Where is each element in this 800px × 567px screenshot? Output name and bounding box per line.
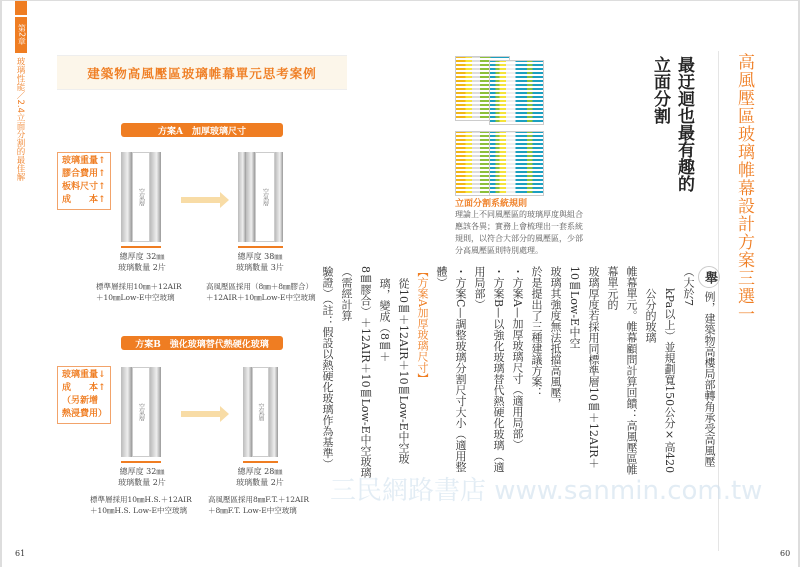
glass-section-b-after xyxy=(243,367,278,457)
pane-count: 玻璃數量 2片 xyxy=(118,478,166,487)
effect-item: 玻璃重量↓ xyxy=(62,370,106,380)
page-number: 61 xyxy=(15,549,26,558)
arrow-right-icon xyxy=(181,197,221,203)
wind-pressure-chart xyxy=(489,131,544,196)
body-column: 8㎜膠合）＋12AIR＋10㎜Low-E中空玻璃（需經計算 xyxy=(340,266,372,478)
thickness: 總厚度 32㎜ xyxy=(119,252,165,261)
effect-item: （另新增 xyxy=(62,396,99,406)
air-layer-label: 空氣層 xyxy=(252,367,269,457)
effect-item: 玻璃重量↑ xyxy=(62,156,106,166)
figure-caption-title: 立面分割系統規則 xyxy=(455,199,528,209)
headline-line: 最迂迴也最有趣的 xyxy=(674,56,694,192)
diagram-title: 建築物高風壓區玻璃帷幕單元思考案例 xyxy=(57,55,347,90)
glass-section-a-after xyxy=(238,152,283,242)
arrow-right-icon xyxy=(181,411,221,417)
pane-count: 玻璃數量 2片 xyxy=(118,263,166,272)
body-column: 玻璃厚度若採用同標準層10㎜＋12AIR＋10㎜Low-E中空 xyxy=(568,266,600,469)
page-number: 60 xyxy=(780,549,791,558)
glass-section-a-before xyxy=(121,152,161,242)
thickness: 總厚度 38㎜ xyxy=(237,252,283,261)
effect-item: 成 本↑ xyxy=(62,383,106,393)
thickness-dimension-line xyxy=(238,246,283,248)
body-text xyxy=(321,266,720,481)
air-layer-label: 空氣層 xyxy=(132,367,150,457)
thickness-dimension-line xyxy=(121,246,161,248)
scheme-a-effects xyxy=(57,152,111,210)
spec-line: 標準層採用10㎜＋12AIR xyxy=(96,282,182,291)
body-column: kPa以上）並規劃寬150公分×高420公分的玻璃 xyxy=(644,288,676,474)
scheme-b-after-caption xyxy=(220,466,300,488)
body-line: 例，建築物高樓局部轉角承受高風壓（大於7 xyxy=(682,266,716,467)
body-column xyxy=(679,266,720,481)
scheme-a-before-spec xyxy=(96,281,182,303)
body-column-heading: 【方案A加厚玻璃尺寸】 xyxy=(416,266,429,384)
headline xyxy=(648,56,696,192)
effect-item: 熱浸費用） xyxy=(62,409,108,419)
air-layer-label: 空氣層 xyxy=(255,152,275,242)
body-column: ・方案A—加厚玻璃尺寸（適用局部） xyxy=(511,266,524,450)
effect-item: 板料尺寸↑ xyxy=(62,182,106,192)
scheme-a-after-caption xyxy=(220,251,300,273)
spec-line: ＋10㎜Low-E中空玻璃 xyxy=(96,293,175,302)
spec-line: ＋12AIR＋10㎜Low-E中空玻璃 xyxy=(206,293,316,302)
spec-line: ＋8㎜F.T. Low-E中空玻璃 xyxy=(208,506,297,515)
thickness-dimension-line xyxy=(121,461,161,463)
scheme-b-label: 方案B 強化玻璃替代熱硬化玻璃 xyxy=(121,336,283,350)
body-column: 於是提出了三種建議方案： xyxy=(530,266,543,398)
spec-line: 高風壓區採用8㎜F.T.＋12AIR xyxy=(208,495,310,504)
thickness-dimension-line xyxy=(243,461,278,463)
chapter-subtitle: 玻璃性能／2.4立面分割的最佳解 xyxy=(15,57,25,182)
thickness: 總厚度 28㎜ xyxy=(237,467,283,476)
scheme-a-before-caption xyxy=(102,251,182,273)
glass-section-b-before xyxy=(121,367,161,457)
scheme-b-before-spec xyxy=(90,494,192,516)
pane-count: 玻璃數量 2片 xyxy=(236,478,284,487)
body-column: 玻璃其強度無法抵擋高風壓， xyxy=(549,266,562,409)
figure-caption-text: 理論上不同風壓區的玻璃厚度與組合應該各異；實務上會梳理出一套系統規則，以符合大部分的風壓區，少部分高風壓區則特別處理。 xyxy=(455,210,583,255)
thickness: 總厚度 32㎜ xyxy=(119,467,165,476)
section-title: 高風壓區玻璃帷幕設計方案三選一 xyxy=(734,53,754,323)
watermark: 三民網路書店 www.sanmin.com.tw xyxy=(330,476,763,506)
body-column: 驗證）（註：假設以熱硬化玻璃作為基準） xyxy=(321,266,334,470)
scheme-b-after-spec xyxy=(208,494,309,516)
body-column: 帷幕單元。帷幕顧問計算回饋：高風壓區帷幕單元的 xyxy=(606,266,638,475)
spec-line: 高風壓區採用（8㎜＋8㎜膠合） xyxy=(206,282,314,291)
pane-count: 玻璃數量 3片 xyxy=(236,263,284,272)
headline-line: 立面分割 xyxy=(650,56,670,124)
chapter-label: 第2章 xyxy=(15,17,27,53)
scheme-b-effects xyxy=(57,366,111,424)
scheme-a-after-spec xyxy=(206,281,316,303)
effect-item: 成 本↑ xyxy=(62,195,106,205)
spec-line: 標準層採用10㎜H.S.＋12AIR xyxy=(90,495,192,504)
spec-line: ＋10㎜H.S. Low-E中空玻璃 xyxy=(90,506,188,515)
scheme-b-before-caption xyxy=(102,466,182,488)
body-column: ・方案C—調整玻璃分割尺寸大小（適用整體） xyxy=(435,266,467,473)
lead-char: 舉 xyxy=(698,266,720,288)
chapter-tab xyxy=(15,1,27,15)
effect-item: 膠合費用↑ xyxy=(62,169,106,179)
scheme-a-label: 方案A 加厚玻璃尺寸 xyxy=(121,123,283,137)
air-layer-label: 空氣層 xyxy=(132,152,150,242)
body-column: ・方案B—以強化玻璃替代熱硬化玻璃（適用局部） xyxy=(473,266,505,473)
body-column: 從10㎜＋12AIR＋10㎜Low-E中空玻璃，變成（8㎜＋ xyxy=(378,278,410,464)
wind-pressure-chart xyxy=(489,60,544,125)
